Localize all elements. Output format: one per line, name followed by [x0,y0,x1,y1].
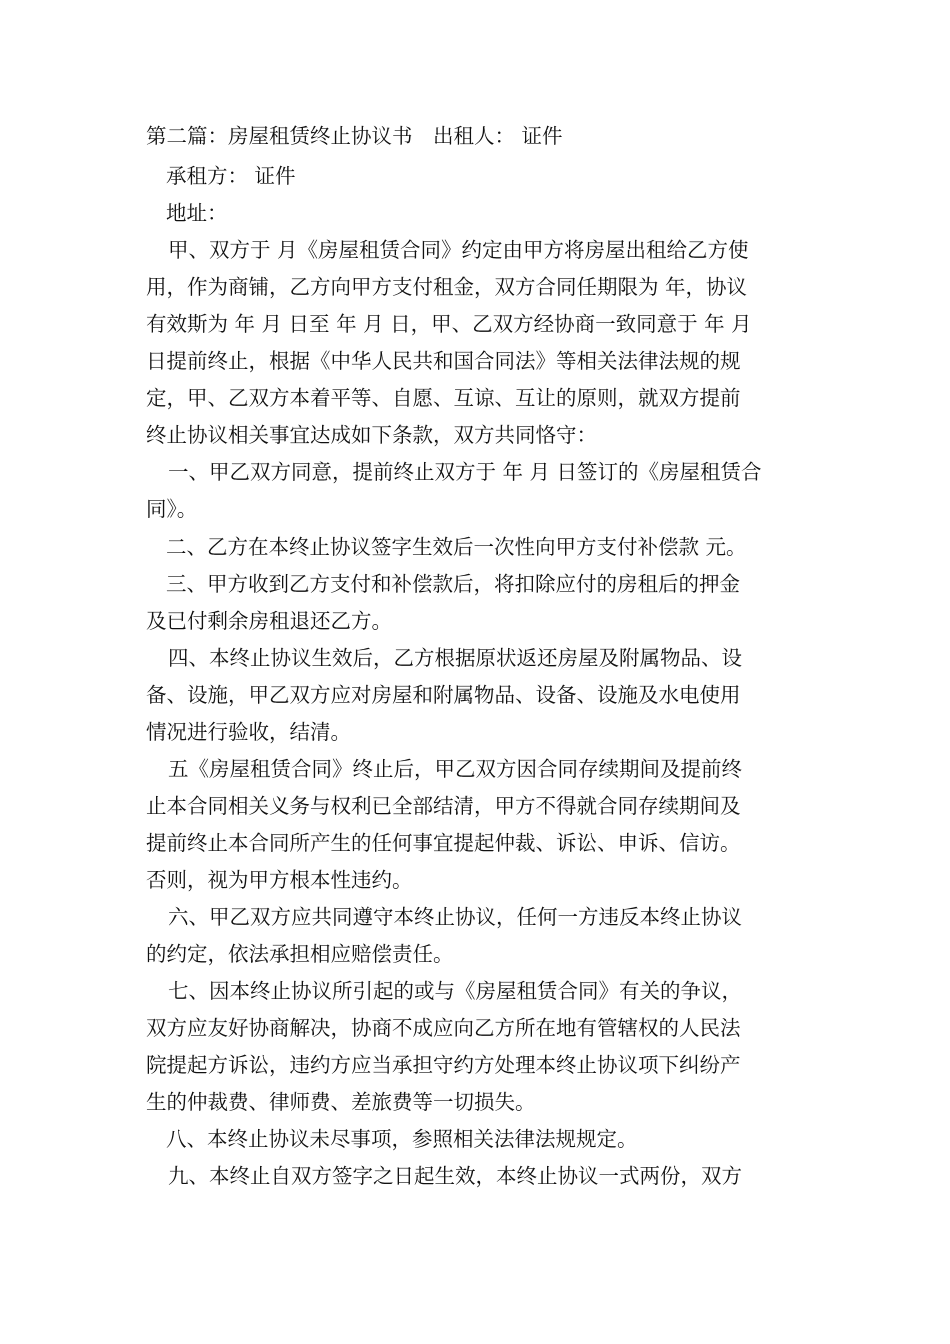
clause-1-line: 一、甲乙双方同意，提前终止双方于 年 月 日签订的《房屋租赁合 [168,460,762,484]
address-line: 地址： [166,201,228,225]
clause-2-line: 二、乙方在本终止协议签字生效后一次性向甲方支付补偿款 元。 [166,535,747,559]
clause-7-line: 双方应友好协商解决，协商不成应向乙方所在地有管辖权的人民法 [146,1016,741,1040]
clause-7-line: 生的仲裁费、律师费、差旅费等一切损失。 [146,1090,536,1114]
clause-4-line: 情况进行验收，结清。 [146,720,351,744]
clause-6-line: 的约定，依法承担相应赔偿责任。 [146,942,454,966]
clause-8-line: 八、本终止协议未尽事项，参照相关法律法规规定。 [166,1127,638,1151]
clause-5-line: 止本合同相关义务与权利已全部结清，甲方不得就合同存续期间及 [146,794,741,818]
clause-5-line: 提前终止本合同所产生的任何事宜提起仲裁、诉讼、申诉、信访。 [146,831,741,855]
paragraph-line: 有效斯为 年 月 日至 年 月 日，甲、乙双方经协商一致同意于 年 月 [146,312,752,336]
paragraph-line: 日提前终止，根据《中华人民共和国合同法》等相关法律法规的规 [146,349,741,373]
paragraph-line: 终止协议相关事宜达成如下条款，双方共同恪守： [146,423,597,447]
clause-4-line: 四、本终止协议生效后，乙方根据原状返还房屋及附属物品、设 [168,646,742,670]
tenant-line: 承租方： 证件 [166,164,296,188]
clause-7-line: 院提起方诉讼，违约方应当承担守约方处理本终止协议项下纠纷产 [146,1053,741,1077]
clause-3-line: 三、甲方收到乙方支付和补偿款后，将扣除应付的房租后的押金 [166,572,740,596]
clause-4-line: 备、设施，甲乙双方应对房屋和附属物品、设备、设施及水电使用 [146,683,741,707]
doc-title-line: 第二篇：房屋租赁终止协议书 出租人： 证件 [146,124,563,148]
paragraph-line: 用，作为商铺，乙方向甲方支付租金，双方合同任期限为 年，协议 [146,275,748,299]
clause-7-line: 七、因本终止协议所引起的或与《房屋租赁合同》有关的争议， [168,979,742,1003]
clause-9-line: 九、本终止自双方签字之日起生效，本终止协议一式两份，双方 [168,1164,742,1188]
paragraph-line: 甲、双方于 月《房屋租赁合同》约定由甲方将房屋出租给乙方使 [168,238,749,262]
clause-5-line: 五《房屋租赁合同》终止后，甲乙双方因合同存续期间及提前终 [168,757,742,781]
paragraph-line: 定，甲、乙双方本着平等、自愿、互谅、互让的原则，就双方提前 [146,386,741,410]
clause-3-line: 及已付剩余房租退还乙方。 [146,609,392,633]
clause-5-line: 否则，视为甲方根本性违约。 [146,868,413,892]
clause-6-line: 六、甲乙双方应共同遵守本终止协议，任何一方违反本终止协议 [168,905,742,929]
clause-1-line: 同》。 [146,497,198,521]
